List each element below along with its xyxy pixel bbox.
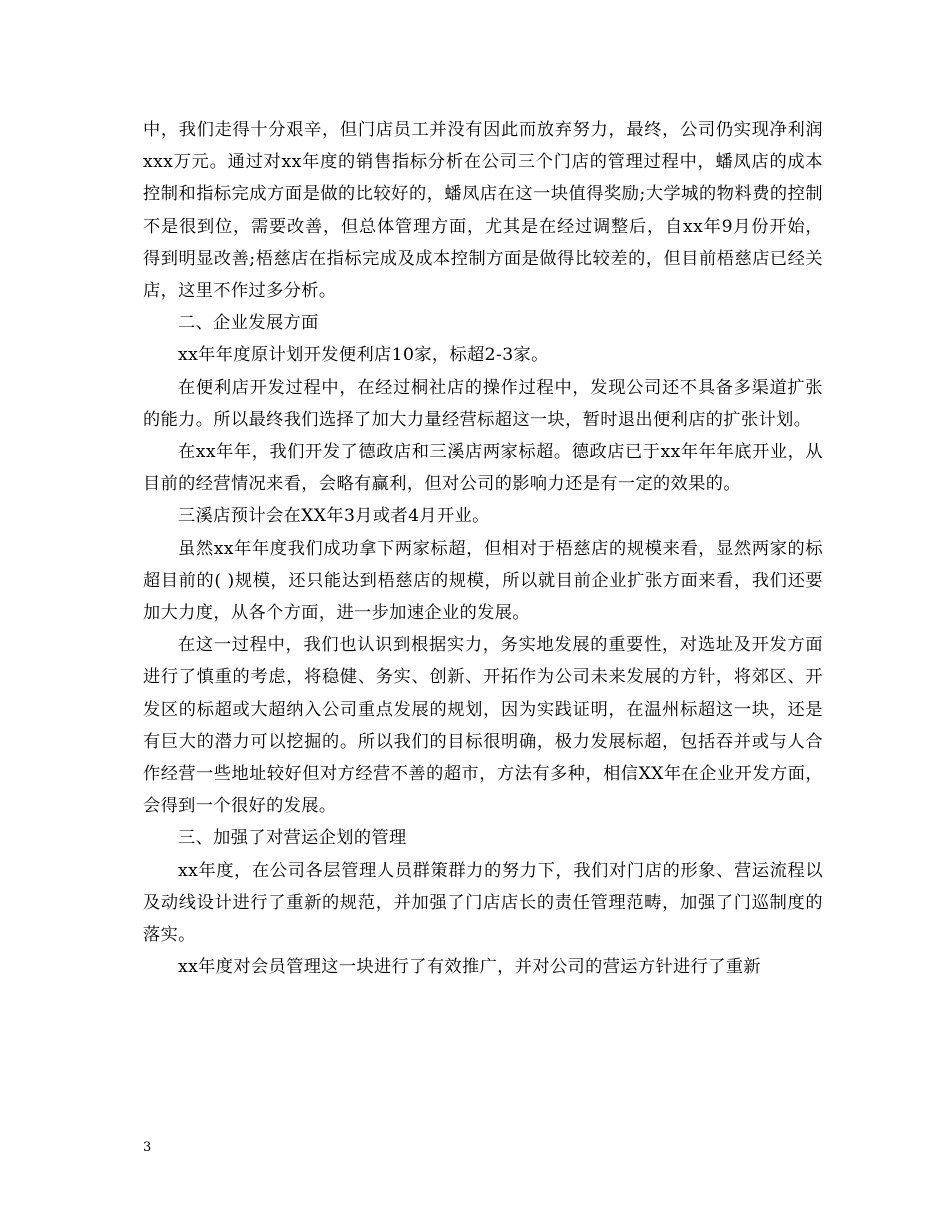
paragraph-expansion-scale: 虽然xx年年度我们成功拿下两家标超，但相对于梧慈店的规模来看，显然两家的标超目前的( )规模，还只能达到梧慈店的规模，所以就目前企业扩张方面来看，我们还要加大力度，从各个方面，进一步加速企业的发展。 (143, 538, 823, 624)
paragraph-store-standardization: xx年度，在公司各层管理人员群策群力的努力下，我们对门店的形象、营运流程以及动线设计进行了重新的规范，并加强了门店店长的责任管理范畴，加强了门巡制度的落实。 (143, 860, 823, 946)
paragraph-member-management: xx年度对会员管理这一块进行了有效推广，并对公司的营运方针进行了重新 (178, 957, 761, 978)
section-heading-operations-management: 三、加强了对营运企划的管理 (178, 828, 407, 849)
section-heading-enterprise-development: 二、企业发展方面 (178, 313, 319, 334)
page-number: 3 (143, 1140, 152, 1155)
paragraph-original-plan: xx年年度原计划开发便利店10家，标超2-3家。 (178, 345, 549, 366)
paragraph-dezheng-sanxi-stores: 在xx年年，我们开发了德政店和三溪店两家标超。德政店已于xx年年年底开业，从目前的经营情况来看，会略有赢利，但对公司的影响力还是有一定的效果的。 (143, 442, 823, 495)
paragraph-development-strategy: 在这一过程中，我们也认识到根据实力，务实地发展的重要性，对选址及开发方面进行了慎重的考虑，将稳健、务实、创新、开拓作为公司未来发展的方针，将郊区、开发区的标超或大超纳入公司重点发展的规划，因为实践证明，在温州标超这一块，还是有巨大的潜力可以挖掘的。所以我们的目标很明确，极力发展标超，包括吞并或与人合作经营一些地址较好但对方经营不善的超市，方法有多种，相信XX年在企业开发方面，会得到一个很好的发展。 (143, 635, 823, 817)
paragraph-sanxi-opening: 三溪店预计会在XX年3月或者4月开业。 (178, 506, 490, 527)
body-text (143, 114, 823, 983)
paragraph-convenience-store-development: 在便利店开发过程中，在经过桐社店的操作过程中，发现公司还不具备多渠道扩张的能力。所以最终我们选择了加大力量经营标超这一块，暂时退出便利店的扩张计划。 (143, 377, 823, 430)
paragraph-1: 中，我们走得十分艰辛，但门店员工并没有因此而放弃努力，最终，公司仍实现净利润xxx万元。通过对xx年度的销售指标分析在公司三个门店的管理过程中，蟠凤店的成本控制和指标完成方面是做的比较好的，蟠凤店在这一块值得奖励;大学城的物料费的控制不是很到位，需要改善，但总体管理方面，尤其是在经过调整后，自xx年9月份开始，得到明显改善;梧慈店在指标完成及成本控制方面是做得比较差的，但目前梧慈店已经关店，这里不作过多分析。 (143, 120, 823, 302)
